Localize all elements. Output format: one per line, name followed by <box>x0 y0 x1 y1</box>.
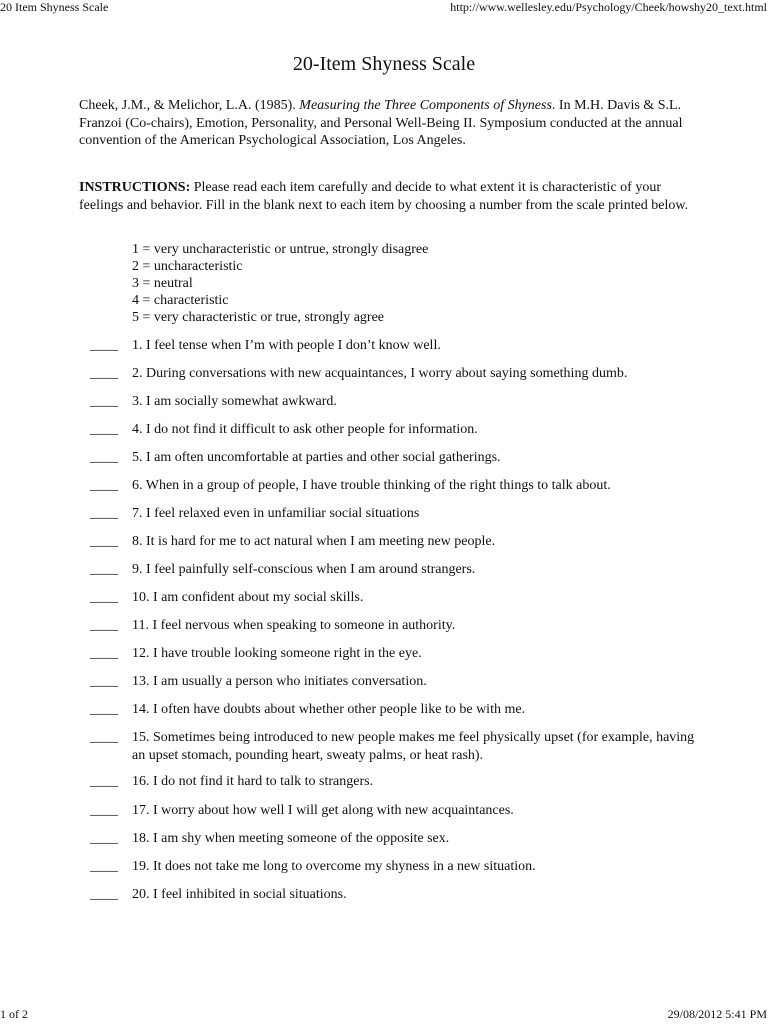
item-text: 10. I am confident about my social skills. <box>132 590 364 605</box>
questionnaire-item <box>90 365 710 383</box>
questionnaire-item <box>90 830 710 848</box>
item-text: 7. I feel relaxed even in unfamiliar social situations <box>132 506 420 521</box>
questionnaire-item <box>90 449 710 467</box>
print-timestamp: 29/08/2012 5:41 PM <box>667 1007 767 1021</box>
questionnaire-item <box>90 337 710 355</box>
questionnaire-item <box>90 421 710 439</box>
instructions-label: INSTRUCTIONS: <box>79 180 191 195</box>
questionnaire-item <box>90 701 710 719</box>
item-text: 12. I have trouble looking someone right in the eye. <box>132 646 422 661</box>
answer-blank[interactable]: ____ <box>90 859 118 874</box>
answer-blank[interactable]: ____ <box>90 478 118 493</box>
header-url: http://www.wellesley.edu/Psychology/Cheek/howshy20_text.html <box>450 0 767 14</box>
questionnaire-item <box>90 617 710 635</box>
citation-details: . In M.H. Davis & S.L. Franzoi (Co-chairs), Emotion, Personality, and Personal Well-Being II. Symposium conducted at the annual convention of the American Psychological Association, Los Angeles. <box>79 98 683 148</box>
header-page-title: 20 Item Shyness Scale <box>0 0 109 14</box>
questionnaire-item <box>90 505 710 523</box>
instructions-text: Please read each item carefully and decide to what extent it is characteristic of your feelings and behavior. Fill in the blank next to each item by choosing a number from the scale printed below. <box>79 180 689 213</box>
item-text: 14. I often have doubts about whether other people like to be with me. <box>132 702 526 717</box>
questionnaire-item <box>90 773 710 791</box>
answer-blank[interactable]: ____ <box>90 562 118 577</box>
answer-blank[interactable]: ____ <box>90 534 118 549</box>
item-text: 9. I feel painfully self-conscious when I am around strangers. <box>132 562 476 577</box>
item-text: 2. During conversations with new acquaintances, I worry about saying something dumb. <box>132 366 628 381</box>
answer-blank[interactable]: ____ <box>90 618 118 633</box>
questionnaire-item <box>90 589 710 607</box>
answer-blank[interactable]: ____ <box>90 674 118 689</box>
answer-blank[interactable]: ____ <box>90 831 118 846</box>
answer-blank[interactable]: ____ <box>90 702 118 717</box>
scale-option: 5 = very characteristic or true, strongly agree <box>132 310 385 325</box>
answer-blank[interactable]: ____ <box>90 646 118 661</box>
item-text: 4. I do not find it difficult to ask other people for information. <box>132 422 478 437</box>
questionnaire-item <box>90 561 710 579</box>
answer-blank[interactable]: ____ <box>90 366 118 381</box>
citation-work-title: Measuring the Three Components of Shyness <box>299 98 552 113</box>
answer-blank[interactable]: ____ <box>90 887 118 902</box>
questionnaire-item <box>90 533 710 551</box>
scale-option: 4 = characteristic <box>132 293 229 308</box>
answer-blank[interactable]: ____ <box>90 338 118 353</box>
item-text: 5. I am often uncomfortable at parties and other social gatherings. <box>132 450 501 465</box>
item-text: 11. I feel nervous when speaking to someone in authority. <box>132 618 456 633</box>
answer-blank[interactable]: ____ <box>90 506 118 521</box>
questionnaire-item <box>90 729 710 764</box>
item-text: 8. It is hard for me to act natural when I am meeting new people. <box>132 534 496 549</box>
scale-option: 1 = very uncharacteristic or untrue, strongly disagree <box>132 242 429 257</box>
scale-option: 2 = uncharacteristic <box>132 259 243 274</box>
item-text: 6. When in a group of people, I have trouble thinking of the right things to talk about. <box>132 478 611 493</box>
rating-scale <box>132 241 428 326</box>
questionnaire-item <box>90 393 710 411</box>
item-text: 19. It does not take me long to overcome my shyness in a new situation. <box>132 859 536 874</box>
document-title: 20-Item Shyness Scale <box>292 53 476 75</box>
scale-option: 3 = neutral <box>132 276 193 291</box>
answer-blank[interactable]: ____ <box>90 803 118 818</box>
answer-blank[interactable]: ____ <box>90 422 118 437</box>
item-text: 13. I am usually a person who initiates conversation. <box>132 674 427 689</box>
item-text: 20. I feel inhibited in social situations. <box>132 887 347 902</box>
page-number: 1 of 2 <box>0 1007 28 1021</box>
questionnaire-item <box>90 886 710 904</box>
citation <box>79 97 699 150</box>
item-text: 18. I am shy when meeting someone of the opposite sex. <box>132 831 450 846</box>
item-text: 3. I am socially somewhat awkward. <box>132 394 337 409</box>
item-text: 17. I worry about how well I will get along with new acquaintances. <box>132 803 514 818</box>
questionnaire-item <box>90 645 710 663</box>
instructions <box>79 179 699 214</box>
item-text: 15. Sometimes being introduced to new people makes me feel physically upset (for example, having an upset stomach, pounding heart, sweaty palms, or heat rash). <box>132 730 695 763</box>
citation-authors: Cheek, J.M., & Melichor, L.A. (1985). <box>79 98 300 113</box>
answer-blank[interactable]: ____ <box>90 774 118 789</box>
answer-blank[interactable]: ____ <box>90 450 118 465</box>
questionnaire-item <box>90 858 710 876</box>
questionnaire-item <box>90 802 710 820</box>
answer-blank[interactable]: ____ <box>90 590 118 605</box>
answer-blank[interactable]: ____ <box>90 730 118 745</box>
questionnaire-item <box>90 673 710 691</box>
item-text: 16. I do not find it hard to talk to strangers. <box>132 774 374 789</box>
questionnaire-item <box>90 477 710 495</box>
item-text: 1. I feel tense when I’m with people I don’t know well. <box>132 338 441 353</box>
answer-blank[interactable]: ____ <box>90 394 118 409</box>
